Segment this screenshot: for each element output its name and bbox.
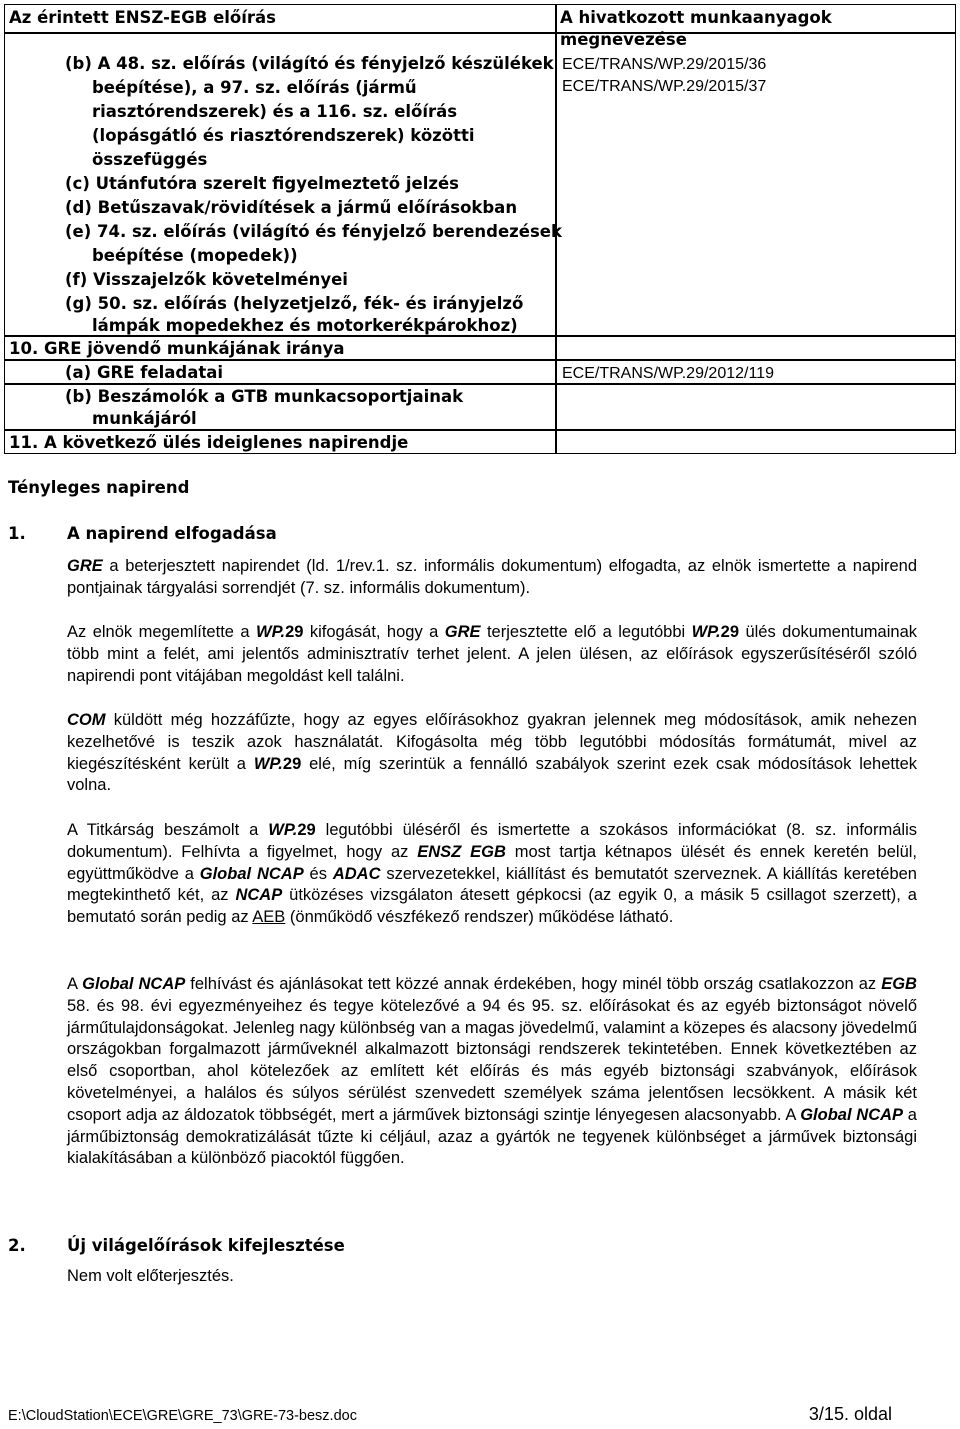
- section-2-number: 2.: [8, 1236, 26, 1255]
- table-header-left: Az érintett ENSZ-EGB előírás: [9, 8, 276, 27]
- agenda-title: Tényleges napirend: [8, 478, 190, 497]
- agenda-item-10: 10. GRE jövendő munkájának iránya: [9, 339, 345, 358]
- paragraph-text: Az elnök megemlítette a: [67, 623, 257, 641]
- term-wp: WP.: [256, 623, 286, 641]
- paragraph-text: most tartja kétnapos ülését és ennek keretén belül, együttműködve a: [67, 842, 917, 883]
- table-header-right: A hivatkozott munkaanyagok megnevezése: [560, 8, 832, 49]
- agenda-item-f: (f) Visszajelzők követelményei: [65, 270, 348, 289]
- doc-ref-2: ECE/TRANS/WP.29/2015/37: [562, 78, 767, 95]
- term-com: COM: [67, 711, 106, 729]
- paragraph-no-submission: Nem volt előterjesztés.: [67, 1267, 234, 1285]
- term-ensz-egb: ENSZ EGB: [417, 842, 506, 861]
- term-adac: ADAC: [332, 864, 381, 883]
- paragraph-text: A: [67, 975, 83, 993]
- paragraph-text: terjesztette elő a legutóbbi: [480, 623, 692, 641]
- agenda-item-c: (c) Utánfutóra szerelt figyelmeztető jelzés: [65, 174, 459, 193]
- paragraph-text: felhívást és ajánlásokat tett közzé annak érdekében, hogy minél több ország csatlakozzon az: [185, 975, 882, 993]
- section-1-number: 1.: [8, 524, 26, 543]
- agenda-item-b-line2: beépítése), a 97. sz. előírás (jármű: [92, 78, 417, 97]
- agenda-item-e-line2: beépítése (mopedek)): [92, 246, 298, 265]
- term-egb: EGB: [881, 975, 917, 993]
- paragraph-text: 58. és 98. évi egyezményeihez és tegye kötelezővé a 94 és 95. sz. előírásokat és az egyéb biztonságot növelő járműtulajdonságokat. Jelenleg nagy különbség van a magas jövedelmű, valamint a közepes és alacsony jövedelmű országokban forgalmazott járműveknél alkalmazott biztonsági rendszerek tekintetében. Ennek következtében az első csoportban, ahol kötelezőek az említett két előírás és más egyéb biztonsági szabványok, előírások követelményei, a halálos és súlyos sérülést szenvedett személyek száma jelentősen lecsökkent. A másik két csoport adja az áldozatok többségét, mert a járművek biztonsági szintje lényegesen alacsonyabb. A: [67, 996, 917, 1124]
- agenda-item-e-line1: (e) 74. sz. előírás (világító és fényjelző berendezések: [65, 222, 562, 241]
- paragraph-text: a beterjesztett napirendet (ld. 1/rev.1. sz. informális dokumentum) elfogadta, az elnök ismertette a napirend pontjainak tárgyalási sorrendjét (7. sz. informális dokumentum).: [67, 557, 917, 597]
- term-wp-number: 29: [720, 623, 740, 641]
- term-wp-number: 29: [285, 623, 304, 641]
- footer-page-number: 3/15. oldal: [808, 1404, 892, 1424]
- section-1-title: A napirend elfogadása: [67, 524, 277, 543]
- paragraph-secretariat-report: [67, 820, 917, 929]
- agenda-item-d: (d) Betűszavak/rövidítések a jármű előírásokban: [65, 198, 518, 217]
- term-global-ncap: Global NCAP: [800, 1105, 904, 1124]
- paragraph-text: (önműködő vészfékező rendszer) működése látható.: [285, 908, 674, 927]
- agenda-item-b-line5: összefüggés: [92, 150, 208, 169]
- term-gre: GRE: [444, 623, 481, 641]
- paragraph-text: elé, míg szerintük a fennálló szabályok szerint ezek csak módosítások lehettek volna.: [67, 754, 917, 795]
- term-gre: GRE: [67, 557, 103, 575]
- agenda-item-g-line1: (g) 50. sz. előírás (helyzetjelző, fék- és irányjelző: [65, 294, 524, 313]
- agenda-item-10b-line1: (b) Beszámolók a GTB munkacsoportjainak: [65, 387, 464, 406]
- agenda-table: [4, 4, 956, 454]
- paragraph-text: kifogását, hogy a: [303, 623, 445, 641]
- term-global-ncap: Global NCAP: [199, 864, 304, 883]
- paragraph-text: ülés dokumentumainak több mint a felét, ami jelentős adminisztratív terhet jelent. A jelen ülésen, az előírások egyszerűsítéséről szóló napirendi pont vitájában megoldást kell találni.: [67, 623, 917, 685]
- term-ncap: NCAP: [235, 886, 283, 905]
- doc-ref-1: ECE/TRANS/WP.29/2015/36: [562, 56, 767, 73]
- agenda-item-g-line2: lámpák mopedekhez és motorkerékpárokhoz): [92, 316, 518, 335]
- term-wp-number: 29: [297, 821, 316, 839]
- agenda-item-10b-line2: munkájáról: [92, 409, 197, 428]
- paragraph-text: A Titkárság beszámolt a: [67, 821, 269, 839]
- footer-file-path: E:\CloudStation\ECE\GRE\GRE_73\GRE-73-besz.doc: [8, 1408, 357, 1424]
- agenda-item-b-line1: (b) A 48. sz. előírás (világító és fényjelző készülékek: [65, 54, 554, 73]
- term-global-ncap: Global NCAP: [82, 975, 186, 993]
- term-wp-number: 29: [282, 754, 302, 773]
- paragraph-text: legutóbbi üléséről és ismertette a szokásos információkat (8. sz. informális dokumentum). Felhívta a figyelmet, hogy az: [67, 821, 917, 861]
- section-2-title: Új világelőírások kifejlesztése: [67, 1236, 345, 1255]
- term-wp: WP.: [253, 754, 283, 773]
- term-wp: WP.: [268, 821, 298, 839]
- agenda-item-10a: (a) GRE feladatai: [65, 363, 224, 382]
- paragraph-text: és: [303, 864, 333, 883]
- term-aeb: AEB: [252, 908, 286, 927]
- paragraph-com-remarks: [67, 710, 917, 797]
- agenda-item-b-line4: (lopásgátló és riasztórendszerek) közötti: [92, 126, 475, 145]
- agenda-item-11: 11. A következő ülés ideiglenes napirendje: [9, 433, 409, 452]
- term-wp: WP.: [691, 623, 721, 641]
- paragraph-global-ncap: [67, 974, 917, 1170]
- paragraph-wp29-objection: [67, 622, 917, 687]
- paragraph-text: a járműbiztonság demokratizálását tűzte ki céljául, azaz a gyártók ne tegyenek különbséget a járművek biztonsági kialakításában a különböző piacoktól függően.: [67, 1105, 917, 1168]
- agenda-item-b-line3: riasztórendszerek) és a 116. sz. előírás: [92, 102, 458, 121]
- paragraph-text: küldött még hozzáfűzte, hogy az egyes előírásokhoz gyakran jelennek meg módosítások, amik nehezen kezelhetővé is teszik azok használatát. Kifogásolta még több legutóbbi módosítás formátumát, mivel az kiegészítésként került a: [67, 711, 917, 773]
- paragraph-text: szervezetekkel, kiállítást és bemutatót szerveznek. A kiállítás keretében megtekinthető két, az: [67, 864, 917, 905]
- paragraph-adoption: [67, 556, 917, 600]
- paragraph-text: ütközéses vizsgálaton átesett gépkocsi (az egyik 0, a másik 5 csillagot szerzett), a bemutató során pedig az: [67, 886, 917, 927]
- doc-ref-3: ECE/TRANS/WP.29/2012/119: [562, 365, 774, 382]
